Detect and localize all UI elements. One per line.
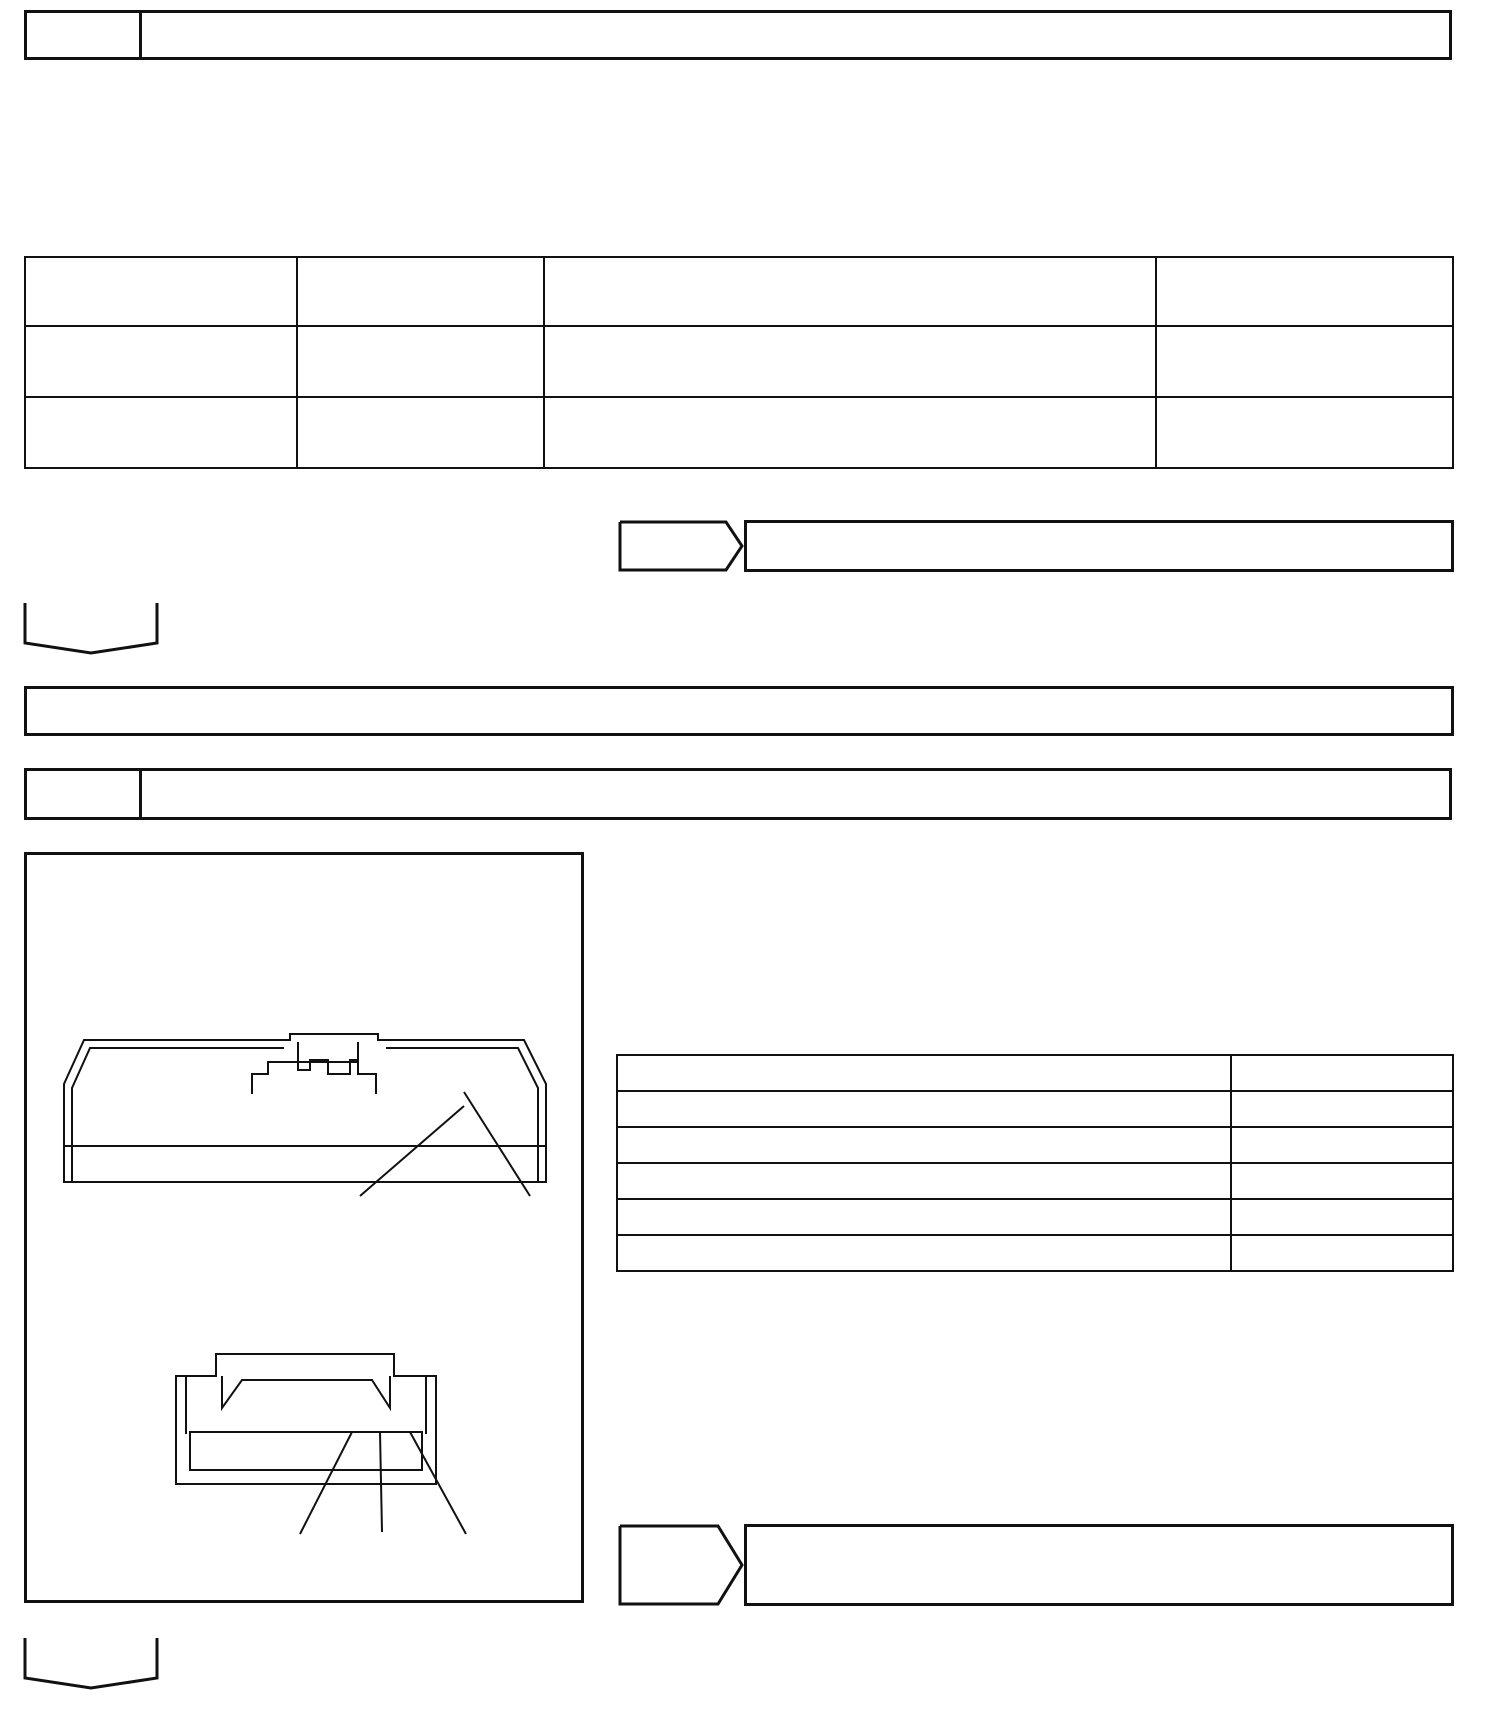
step-8-ng-result[interactable] [744, 520, 1454, 572]
ok-arrow-icon [23, 1636, 161, 1690]
data-list-table [24, 256, 1454, 469]
row-spec [1231, 1091, 1453, 1127]
row-spec [1231, 1199, 1453, 1235]
resistance-table [616, 1054, 1454, 1272]
ok-arrow-icon [23, 601, 161, 655]
table-row [25, 326, 1453, 397]
table-row [617, 1235, 1453, 1271]
header-measurement [297, 257, 544, 326]
table-row [25, 397, 1453, 468]
ssw-leader-lines [340, 1090, 560, 1200]
row-note [1156, 326, 1453, 397]
table-row [617, 1163, 1453, 1199]
replace-ecu-box [24, 686, 1454, 736]
step-8-title [142, 13, 154, 57]
table-row [617, 1199, 1453, 1235]
header-diagnostic-note [1156, 257, 1453, 326]
row-condition [544, 397, 1156, 468]
row-spec [1231, 1127, 1453, 1163]
table-header-row [25, 257, 1453, 326]
table-row [617, 1091, 1453, 1127]
row-connection [617, 1163, 1231, 1199]
header-specified-condition [1231, 1055, 1453, 1091]
step-9-number [27, 771, 142, 817]
row-connection [617, 1199, 1231, 1235]
step-9-title [142, 771, 154, 817]
header-normal-condition [544, 257, 1156, 326]
table-header-row [617, 1055, 1453, 1091]
ng-arrow-icon [618, 520, 744, 572]
table-row [617, 1127, 1453, 1163]
p11-leader-lines [290, 1430, 510, 1540]
step-9-ng-result[interactable] [744, 1524, 1454, 1606]
row-item [25, 326, 297, 397]
step-9-header [24, 768, 1452, 820]
row-spec [1231, 1163, 1453, 1199]
header-item [25, 257, 297, 326]
ng-arrow-icon [618, 1524, 744, 1606]
row-item [25, 397, 297, 468]
header-tester-connection [617, 1055, 1231, 1091]
row-connection [617, 1127, 1231, 1163]
row-condition [544, 326, 1156, 397]
row-note [1156, 397, 1453, 468]
row-measurement [297, 326, 544, 397]
row-connection [617, 1091, 1231, 1127]
row-connection [617, 1235, 1231, 1271]
row-measurement [297, 397, 544, 468]
row-spec [1231, 1235, 1453, 1271]
step-8-number [27, 13, 142, 57]
step-8-header [24, 10, 1452, 60]
